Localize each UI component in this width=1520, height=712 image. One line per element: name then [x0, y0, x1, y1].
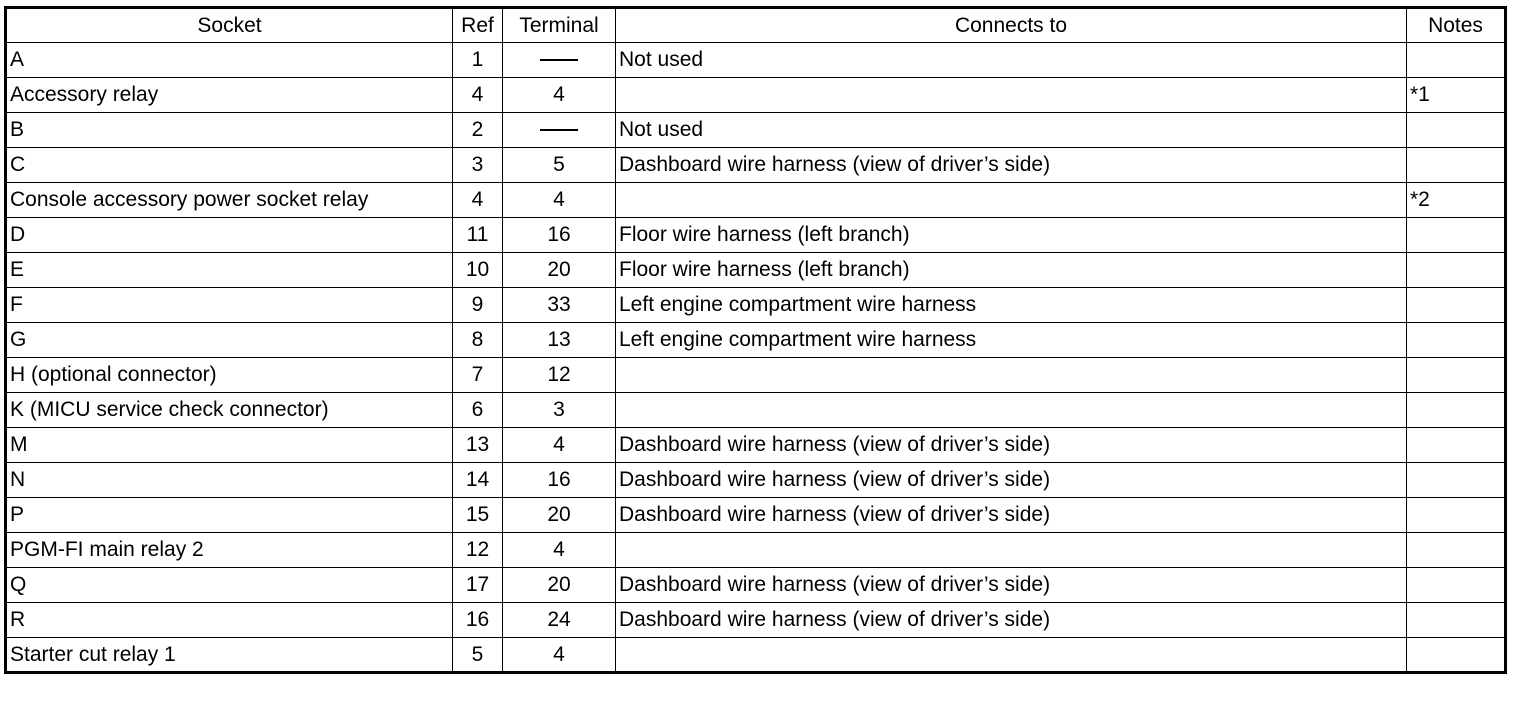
cell-connects-to [616, 533, 1407, 568]
cell-socket: Q [6, 568, 453, 603]
cell-terminal: 4 [503, 78, 616, 113]
cell-socket: Starter cut relay 1 [6, 638, 453, 673]
cell-ref: 1 [453, 43, 503, 78]
cell-connects-to: Dashboard wire harness (view of driver’s side) [616, 428, 1407, 463]
cell-connects-to: Dashboard wire harness (view of driver’s side) [616, 148, 1407, 183]
cell-terminal: 3 [503, 393, 616, 428]
cell-terminal: 12 [503, 358, 616, 393]
table-body [6, 43, 1506, 673]
cell-terminal: 4 [503, 638, 616, 673]
cell-socket: B [6, 113, 453, 148]
cell-connects-to: Left engine compartment wire harness [616, 288, 1407, 323]
table-row [6, 78, 1506, 113]
cell-notes [1407, 498, 1506, 533]
table-row [6, 183, 1506, 218]
cell-terminal: 33 [503, 288, 616, 323]
cell-connects-to: Not used [616, 113, 1407, 148]
cell-notes [1407, 253, 1506, 288]
cell-terminal: 16 [503, 218, 616, 253]
cell-notes [1407, 148, 1506, 183]
cell-connects-to [616, 358, 1407, 393]
header-connects-to: Connects to [616, 8, 1407, 43]
header-row [6, 8, 1506, 43]
cell-ref: 7 [453, 358, 503, 393]
connector-table [4, 6, 1507, 674]
table-row [6, 568, 1506, 603]
cell-terminal [503, 43, 616, 78]
cell-notes [1407, 323, 1506, 358]
cell-ref: 11 [453, 218, 503, 253]
header-notes: Notes [1407, 8, 1506, 43]
cell-connects-to: Not used [616, 43, 1407, 78]
cell-socket: C [6, 148, 453, 183]
cell-connects-to: Floor wire harness (left branch) [616, 218, 1407, 253]
cell-notes [1407, 568, 1506, 603]
cell-notes: *2 [1407, 183, 1506, 218]
cell-terminal: 5 [503, 148, 616, 183]
cell-ref: 3 [453, 148, 503, 183]
table-row [6, 43, 1506, 78]
cell-notes: *1 [1407, 78, 1506, 113]
cell-ref: 13 [453, 428, 503, 463]
table-row [6, 148, 1506, 183]
cell-terminal: 4 [503, 183, 616, 218]
cell-socket: D [6, 218, 453, 253]
table-row [6, 253, 1506, 288]
table-row [6, 288, 1506, 323]
cell-socket: Console accessory power socket relay [6, 183, 453, 218]
dash-mark [540, 59, 578, 61]
cell-socket: G [6, 323, 453, 358]
header-socket: Socket [6, 8, 453, 43]
cell-terminal: 20 [503, 568, 616, 603]
table-row [6, 533, 1506, 568]
cell-ref: 12 [453, 533, 503, 568]
table-row [6, 218, 1506, 253]
cell-ref: 16 [453, 603, 503, 638]
dash-mark [540, 129, 578, 131]
cell-ref: 9 [453, 288, 503, 323]
table-row [6, 603, 1506, 638]
cell-ref: 8 [453, 323, 503, 358]
cell-notes [1407, 393, 1506, 428]
cell-connects-to: Dashboard wire harness (view of driver’s side) [616, 603, 1407, 638]
cell-terminal: 24 [503, 603, 616, 638]
table-row [6, 498, 1506, 533]
cell-terminal: 4 [503, 533, 616, 568]
cell-ref: 17 [453, 568, 503, 603]
table-row [6, 428, 1506, 463]
cell-connects-to: Dashboard wire harness (view of driver’s side) [616, 568, 1407, 603]
cell-ref: 10 [453, 253, 503, 288]
table-row [6, 358, 1506, 393]
header-ref: Ref [453, 8, 503, 43]
cell-connects-to: Left engine compartment wire harness [616, 323, 1407, 358]
cell-socket: R [6, 603, 453, 638]
cell-terminal: 13 [503, 323, 616, 358]
cell-socket: M [6, 428, 453, 463]
cell-socket: Accessory relay [6, 78, 453, 113]
header-terminal: Terminal [503, 8, 616, 43]
cell-notes [1407, 113, 1506, 148]
cell-connects-to: Dashboard wire harness (view of driver’s side) [616, 498, 1407, 533]
cell-terminal: 16 [503, 463, 616, 498]
cell-socket: K (MICU service check connector) [6, 393, 453, 428]
cell-connects-to [616, 78, 1407, 113]
cell-notes [1407, 463, 1506, 498]
cell-ref: 2 [453, 113, 503, 148]
table-row [6, 463, 1506, 498]
table-row [6, 323, 1506, 358]
cell-connects-to [616, 638, 1407, 673]
cell-socket: F [6, 288, 453, 323]
cell-connects-to: Floor wire harness (left branch) [616, 253, 1407, 288]
cell-notes [1407, 533, 1506, 568]
cell-ref: 4 [453, 183, 503, 218]
cell-terminal: 20 [503, 498, 616, 533]
cell-terminal [503, 113, 616, 148]
cell-notes [1407, 638, 1506, 673]
cell-ref: 4 [453, 78, 503, 113]
cell-notes [1407, 358, 1506, 393]
table-row [6, 638, 1506, 673]
cell-terminal: 20 [503, 253, 616, 288]
cell-notes [1407, 288, 1506, 323]
cell-socket: E [6, 253, 453, 288]
cell-terminal: 4 [503, 428, 616, 463]
cell-connects-to [616, 183, 1407, 218]
cell-connects-to: Dashboard wire harness (view of driver’s side) [616, 463, 1407, 498]
cell-ref: 6 [453, 393, 503, 428]
cell-notes [1407, 218, 1506, 253]
cell-notes [1407, 603, 1506, 638]
cell-notes [1407, 43, 1506, 78]
cell-socket: N [6, 463, 453, 498]
table-row [6, 393, 1506, 428]
cell-socket: A [6, 43, 453, 78]
cell-notes [1407, 428, 1506, 463]
cell-socket: PGM-FI main relay 2 [6, 533, 453, 568]
cell-ref: 5 [453, 638, 503, 673]
cell-socket: P [6, 498, 453, 533]
cell-ref: 14 [453, 463, 503, 498]
cell-connects-to [616, 393, 1407, 428]
cell-ref: 15 [453, 498, 503, 533]
cell-socket: H (optional connector) [6, 358, 453, 393]
table-row [6, 113, 1506, 148]
